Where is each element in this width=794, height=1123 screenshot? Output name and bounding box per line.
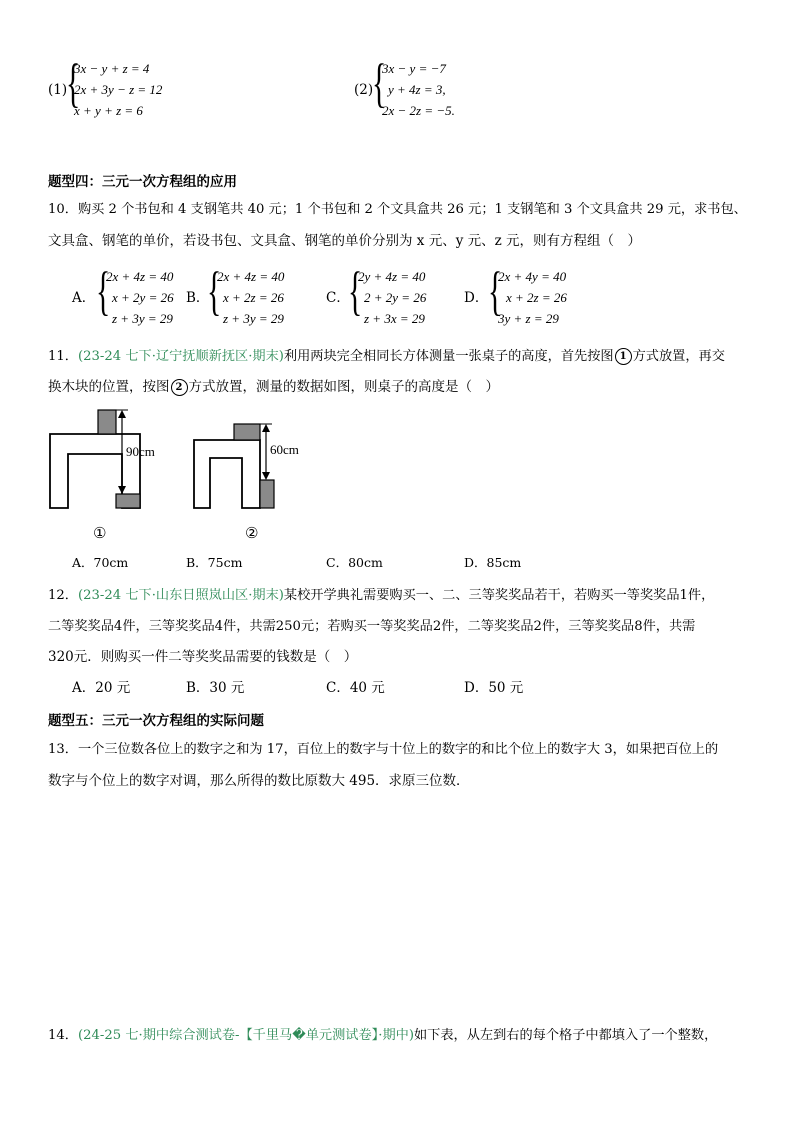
q10-c-eq3: z + 3x = 29 — [364, 311, 425, 326]
q10-option-b-letter[interactable]: B． — [186, 290, 210, 306]
q10-a-eq1: 2x + 4z = 40 — [106, 269, 174, 284]
section-5-heading: 题型五：三元一次方程组的实际问题 — [48, 713, 264, 729]
q12-option-d[interactable]: D．50 元 — [464, 680, 524, 696]
q10-d-eq3: 3y + z = 29 — [498, 311, 559, 326]
q9-system-1 — [74, 58, 162, 121]
q11-option-d[interactable]: D．85cm — [464, 555, 522, 570]
q11-option-c[interactable]: C．80cm — [326, 555, 383, 570]
q11-number: 11． — [48, 349, 78, 364]
q11-option-b[interactable]: B．75cm — [186, 555, 243, 570]
q11-figure-ref-2: 2 — [171, 379, 188, 396]
q13-line-2: 数字与个位上的数字对调，那么所得的数比原数大 495．求原三位数． — [48, 773, 470, 789]
q10-b-eq3: z + 3y = 29 — [223, 311, 284, 326]
q10-a-eq3: z + 3y = 29 — [112, 311, 173, 326]
q12-option-a[interactable]: A．20 元 — [72, 680, 131, 696]
q13-line-1: 13．一个三位数各位上的数字之和为 17，百位上的数字与十位上的数字的和比个位上的数字大 3，如果把百位上的 — [48, 742, 719, 757]
q9-sys2-eq2: y + 4z = 3, — [388, 82, 446, 97]
q10-b-eq1: 2x + 4z = 40 — [217, 269, 285, 284]
q12-line-1 — [48, 586, 714, 606]
figure-2-block-bottom — [260, 480, 274, 508]
q10-b-eq2: x + 2z = 26 — [223, 290, 284, 305]
figure-1-block-top — [98, 410, 116, 434]
q12-line-2: 二等奖奖品4件，三等奖奖品4件，共需250元；若购买一等奖奖品2件，二等奖奖品2件，三等奖奖品8件，共需 — [48, 619, 696, 634]
q10-line-1: 10．购买 2 个书包和 4 支钢笔共 40 元；1 个书包和 2 个文具盒共 26 元；1 支钢笔和 3 个文具盒共 29 元，求书包、 — [48, 202, 747, 217]
q11-text-2a: 换木块的位置，按图 — [48, 379, 170, 395]
q11-option-a[interactable]: A．70cm — [72, 555, 129, 570]
q10-option-c-system — [358, 266, 426, 329]
q11-text-2b: 方式放置，测量的数据如图，则桌子的高度是（ ） — [188, 379, 499, 395]
figure-2-table — [194, 440, 260, 508]
q10-option-a-brace: { — [96, 261, 111, 321]
q9-sys2-eq1: 3x − y = −7 — [382, 61, 446, 76]
q9-sys1-eq2: 2x + 3y − z = 12 — [74, 82, 163, 97]
q9-sys1-eq1: 3x − y + z = 4 — [74, 61, 150, 76]
figure-1-caption: ① — [93, 524, 107, 542]
q14-number: 14． — [48, 1028, 78, 1043]
q9-sys2-eq3: 2x − 2z = −5. — [382, 103, 455, 118]
q9-label-2: (2) — [354, 82, 374, 98]
q10-option-b-system — [217, 266, 284, 329]
q11-figure-ref-1: 1 — [615, 348, 632, 365]
q11-line-1 — [48, 347, 725, 367]
q9-brace-2: { — [372, 53, 387, 113]
q14-source: (24-25 七·期中综合测试卷-【千里马�单元测试卷】·期中) — [77, 1028, 414, 1043]
q10-d-eq1: 2x + 4y = 40 — [498, 269, 567, 284]
q9-sys1-eq3: x + y + z = 6 — [74, 103, 143, 118]
figure-2-block-top — [234, 424, 260, 440]
q10-d-eq2: x + 2z = 26 — [506, 290, 567, 305]
q10-option-d-letter[interactable]: D． — [464, 290, 489, 306]
q11-line-2 — [48, 377, 499, 397]
q10-c-eq1: 2y + 4z = 40 — [358, 269, 426, 284]
q10-option-d-system — [498, 266, 567, 329]
q10-line-2: 文具盒、钢笔的单价，若设书包、文具盒、钢笔的单价分别为 x 元、y 元、z 元，则有方程组（ ） — [48, 233, 642, 249]
section-4-heading: 题型四：三元一次方程组的应用 — [48, 174, 237, 190]
q11-figure — [40, 400, 340, 545]
q14-line-1 — [48, 1026, 717, 1046]
q11-text-1b: 方式放置，再交 — [632, 349, 725, 364]
figure-1-measure: 90cm — [126, 444, 155, 459]
q12-number: 12． — [48, 588, 78, 603]
q12-source: (23-24 七下·山东日照岚山区·期末) — [77, 588, 284, 603]
q9-brace-1: { — [66, 53, 81, 113]
q10-option-d-brace: { — [488, 261, 503, 321]
q12-text-1: 某校开学典礼需要购买一、二、三等奖奖品若干，若购买一等奖奖品1件， — [283, 588, 715, 603]
figure-1-block-bottom — [116, 494, 140, 508]
figure-2-measure: 60cm — [270, 442, 299, 457]
q12-option-c[interactable]: C．40 元 — [326, 680, 385, 696]
q10-option-c-letter[interactable]: C． — [326, 290, 350, 306]
q10-option-b-brace: { — [207, 261, 222, 321]
q10-option-a-letter[interactable]: A． — [72, 290, 96, 306]
q12-line-3: 320元．则购买一件二等奖奖品需要的钱数是（ ） — [48, 649, 358, 665]
q9-system-2 — [382, 58, 455, 121]
q10-c-eq2: 2 + 2y = 26 — [364, 290, 427, 305]
q12-option-b[interactable]: B．30 元 — [186, 680, 245, 696]
q14-text-1: 如下表，从左到右的每个格子中都填入了一个整数， — [413, 1028, 718, 1043]
q9-label-1: (1) — [48, 82, 68, 98]
q10-a-eq2: x + 2y = 26 — [112, 290, 174, 305]
q10-option-a-system — [106, 266, 174, 329]
q10-option-c-brace: { — [348, 261, 363, 321]
q11-source: (23-24 七下·辽宁抚顺新抚区·期末) — [77, 349, 284, 364]
figure-2-caption: ② — [245, 524, 259, 542]
q11-text-1: 利用两块完全相同长方体测量一张桌子的高度，首先按图 — [283, 349, 614, 364]
